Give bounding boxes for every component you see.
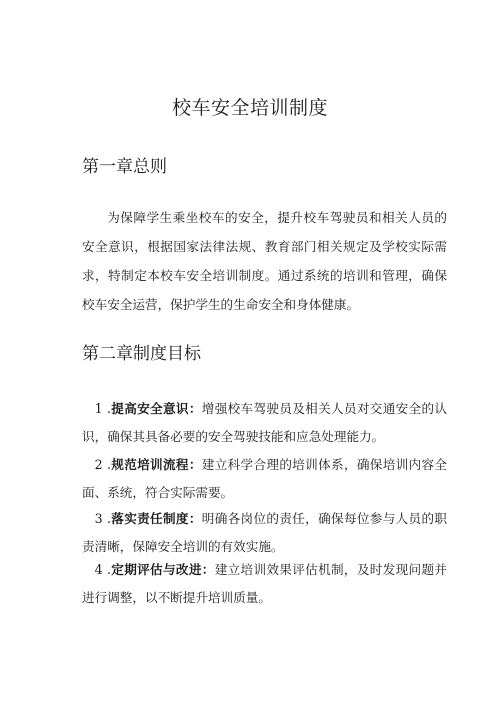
goal-item-term: 提高安全意识： <box>110 401 202 416</box>
goal-item-text: 增强校车驾驶员及相关人员对交通安全的认识，确保其具备必要的安全驾驶技能和应急处理能力。 <box>82 401 448 444</box>
goal-item-number: 2 . <box>94 457 111 472</box>
chapter-1-paragraph: 为保障学生乘坐校车的安全，提升校车驾驶员和相关人员的安全意识，根据国家法律法规、教育部门相关规定及学校实际需求，特制定本校车安全培训制度。通过系统的培训和管理，确保校车安全运营，保护学生的生命安全和身体健康。 <box>82 210 447 312</box>
goal-item-term: 定期评估与改进： <box>110 562 215 577</box>
goal-item-number: 1 . <box>94 401 111 416</box>
goal-item-text: 建立科学合理的培训体系，确保培训内容全面、系统，符合实际需要。 <box>82 457 448 500</box>
goal-item-1 <box>82 395 447 451</box>
goal-item-3 <box>82 505 447 561</box>
goal-item-number: 3 . <box>94 511 111 526</box>
goal-item-2 <box>82 451 447 507</box>
document-title: 校车安全培训制度 <box>171 97 328 119</box>
goal-item-text: 明确各岗位的责任，确保每位参与人员的职责清晰，保障安全培训的有效实施。 <box>82 511 448 554</box>
goal-item-text: 建立培训效果评估机制，及时发现问题并进行调整，以不断提升培训质量。 <box>82 562 448 605</box>
goal-item-term: 落实责任制度： <box>110 511 202 526</box>
goal-item-4 <box>82 556 447 612</box>
chapter-2-heading: 第二章制度目标 <box>82 344 201 364</box>
goal-item-term: 规范培训流程： <box>110 457 202 472</box>
chapter-1-heading: 第一章总则 <box>82 157 167 177</box>
goal-item-number: 4 . <box>94 562 111 577</box>
